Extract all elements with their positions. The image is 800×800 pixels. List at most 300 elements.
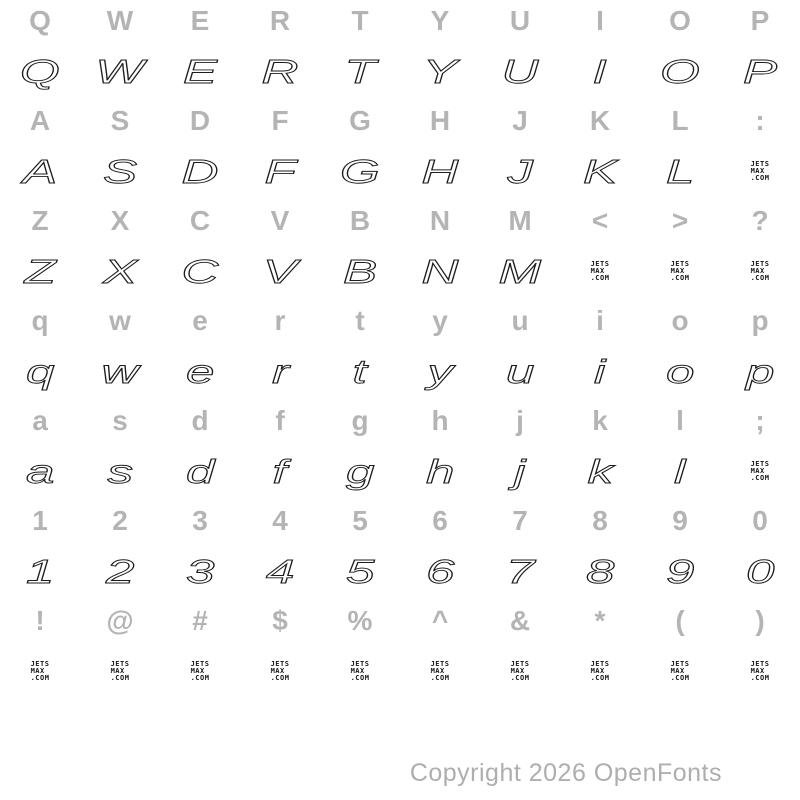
reference-glyph-cell xyxy=(671,307,688,335)
reference-glyph-cell xyxy=(190,207,210,235)
reference-glyph-cell xyxy=(107,7,133,35)
reference-glyph: h xyxy=(431,405,449,436)
specimen-glyph-cell xyxy=(425,552,455,590)
reference-glyph-cell xyxy=(275,307,286,335)
watermark-line: MAX xyxy=(670,266,685,275)
specimen-glyph-cell xyxy=(105,552,135,590)
specimen-glyph-cell xyxy=(352,352,368,390)
reference-glyph: ) xyxy=(755,605,765,636)
reference-glyph-cell xyxy=(351,407,368,435)
specimen-glyph: L xyxy=(665,152,695,190)
specimen-glyph: B xyxy=(342,252,378,290)
watermark-line: .COM xyxy=(750,173,770,182)
specimen-glyph-cell xyxy=(592,52,608,90)
watermark-line: .COM xyxy=(510,673,530,682)
reference-glyph-cell xyxy=(112,407,128,435)
reference-glyph: 1 xyxy=(32,505,48,536)
watermark-line: .COM xyxy=(30,673,50,682)
specimen-glyph-cell xyxy=(421,152,459,190)
reference-glyph-cell xyxy=(190,107,210,135)
reference-glyph-cell xyxy=(592,407,608,435)
reference-glyph-cell xyxy=(755,607,764,635)
jetsmax-watermark xyxy=(751,261,770,282)
specimen-glyph-cell xyxy=(505,552,535,590)
jetsmax-watermark-text xyxy=(591,661,610,682)
jetsmax-watermark xyxy=(271,661,290,682)
reference-glyph-cell xyxy=(669,7,691,35)
reference-glyph-cell xyxy=(270,7,290,35)
reference-glyph: T xyxy=(351,5,369,36)
specimen-glyph: E xyxy=(182,52,218,90)
reference-glyph: Z xyxy=(31,205,49,236)
reference-glyph-cell xyxy=(271,207,290,235)
specimen-glyph: P xyxy=(742,52,778,90)
specimen-glyph: Q xyxy=(20,52,60,90)
reference-row xyxy=(0,196,800,246)
reference-glyph: ; xyxy=(755,405,765,436)
specimen-glyph: 0 xyxy=(745,552,775,590)
specimen-glyph-cell xyxy=(102,252,138,290)
specimen-row xyxy=(0,246,800,296)
reference-glyph: 9 xyxy=(672,505,688,536)
specimen-glyph: 8 xyxy=(585,552,615,590)
specimen-glyph-cell xyxy=(665,352,695,390)
reference-glyph-cell xyxy=(432,307,448,335)
reference-row xyxy=(0,296,800,346)
specimen-glyph: 4 xyxy=(265,552,295,590)
watermark-line: MAX xyxy=(670,666,685,675)
reference-glyph: ( xyxy=(675,605,685,636)
specimen-glyph-cell xyxy=(421,252,459,290)
reference-glyph: 0 xyxy=(752,505,768,536)
jetsmax-watermark xyxy=(751,661,770,682)
specimen-glyph-cell xyxy=(181,152,219,190)
specimen-glyph-cell xyxy=(425,452,455,490)
reference-glyph-cell xyxy=(355,307,364,335)
reference-glyph-cell xyxy=(271,107,288,135)
reference-glyph: F xyxy=(271,105,289,136)
reference-glyph: H xyxy=(429,105,451,136)
specimen-glyph-cell xyxy=(745,352,775,390)
reference-glyph-cell xyxy=(755,107,764,135)
reference-glyph-cell xyxy=(109,307,131,335)
reference-glyph: ^ xyxy=(431,605,449,636)
watermark-line: MAX xyxy=(590,666,605,675)
specimen-glyph: i xyxy=(594,352,606,390)
reference-glyph-cell xyxy=(351,7,368,35)
reference-glyph-cell xyxy=(676,407,684,435)
specimen-glyph: t xyxy=(352,352,368,390)
jetsmax-watermark xyxy=(191,661,210,682)
reference-glyph: Y xyxy=(430,5,450,36)
reference-glyph-cell xyxy=(516,407,524,435)
reference-glyph-cell xyxy=(31,307,48,335)
watermark-line: .COM xyxy=(430,673,450,682)
reference-glyph-cell xyxy=(596,7,604,35)
reference-glyph: U xyxy=(509,5,531,36)
reference-glyph: p xyxy=(751,305,769,336)
reference-glyph: 2 xyxy=(112,505,128,536)
specimen-glyph-cell xyxy=(594,352,606,390)
specimen-glyph: 3 xyxy=(185,552,215,590)
watermark-line: JETS xyxy=(750,459,770,468)
reference-glyph: 3 xyxy=(192,505,208,536)
specimen-glyph-cell xyxy=(427,352,453,390)
reference-glyph: w xyxy=(109,305,131,336)
reference-glyph: r xyxy=(274,305,286,336)
reference-glyph: > xyxy=(671,205,689,236)
reference-glyph: V xyxy=(270,205,290,236)
watermark-line: .COM xyxy=(590,273,610,282)
reference-glyph-cell xyxy=(350,207,370,235)
specimen-glyph-cell xyxy=(345,452,375,490)
reference-glyph: s xyxy=(112,405,128,436)
jetsmax-watermark-text xyxy=(591,261,610,282)
jetsmax-watermark-text xyxy=(351,661,370,682)
specimen-glyph-cell xyxy=(745,552,775,590)
reference-glyph: y xyxy=(432,305,448,336)
specimen-glyph: I xyxy=(592,52,608,90)
reference-glyph-cell xyxy=(672,507,688,535)
specimen-glyph: X xyxy=(102,252,138,290)
watermark-line: JETS xyxy=(590,659,610,668)
specimen-glyph-cell xyxy=(25,352,55,390)
reference-glyph: D xyxy=(189,105,211,136)
specimen-row xyxy=(0,546,800,596)
specimen-glyph-cell xyxy=(25,552,55,590)
reference-glyph-cell xyxy=(431,407,448,435)
reference-glyph: # xyxy=(192,605,208,636)
specimen-row xyxy=(0,46,800,96)
watermark-line: JETS xyxy=(590,259,610,268)
reference-glyph: I xyxy=(596,5,604,36)
specimen-glyph: k xyxy=(587,452,613,490)
specimen-glyph: W xyxy=(95,52,145,90)
reference-glyph: 6 xyxy=(432,505,448,536)
specimen-glyph: V xyxy=(262,252,298,290)
reference-glyph: f xyxy=(275,405,285,436)
reference-glyph-cell xyxy=(352,507,368,535)
specimen-glyph-cell xyxy=(342,252,378,290)
reference-glyph-cell xyxy=(755,407,764,435)
specimen-glyph-cell xyxy=(22,152,58,190)
watermark-line: .COM xyxy=(750,473,770,482)
specimen-glyph-cell xyxy=(665,152,695,190)
jetsmax-watermark-text xyxy=(671,261,690,282)
specimen-row xyxy=(0,646,800,696)
reference-glyph-cell xyxy=(751,307,768,335)
specimen-glyph: G xyxy=(340,152,380,190)
specimen-glyph: p xyxy=(745,352,775,390)
reference-glyph-cell xyxy=(192,307,208,335)
specimen-glyph: Y xyxy=(422,52,458,90)
reference-glyph-cell xyxy=(512,107,528,135)
reference-row xyxy=(0,596,800,646)
reference-row xyxy=(0,0,800,46)
reference-glyph: @ xyxy=(106,605,134,636)
jetsmax-watermark-text xyxy=(671,661,690,682)
watermark-line: JETS xyxy=(750,159,770,168)
reference-glyph: R xyxy=(269,5,291,36)
watermark-line: MAX xyxy=(270,666,285,675)
reference-glyph-cell xyxy=(431,7,450,35)
specimen-glyph-cell xyxy=(501,52,539,90)
watermark-line: .COM xyxy=(590,673,610,682)
specimen-glyph-cell xyxy=(107,452,133,490)
reference-glyph: ? xyxy=(751,205,769,236)
specimen-glyph-cell xyxy=(101,352,139,390)
specimen-glyph-cell xyxy=(20,52,60,90)
specimen-glyph: S xyxy=(102,152,138,190)
specimen-glyph: A xyxy=(22,152,58,190)
reference-glyph: i xyxy=(596,305,604,336)
reference-glyph-cell xyxy=(31,207,48,235)
specimen-glyph-cell xyxy=(185,552,215,590)
reference-glyph: g xyxy=(351,405,369,436)
specimen-glyph-cell xyxy=(95,52,145,90)
jetsmax-watermark-text xyxy=(751,261,770,282)
reference-glyph-cell xyxy=(511,307,528,335)
specimen-glyph-cell xyxy=(345,552,375,590)
specimen-glyph: K xyxy=(582,152,618,190)
watermark-line: .COM xyxy=(670,273,690,282)
jetsmax-watermark xyxy=(591,661,610,682)
reference-glyph-cell xyxy=(590,107,610,135)
reference-glyph-cell xyxy=(275,407,284,435)
watermark-line: .COM xyxy=(270,673,290,682)
reference-glyph: B xyxy=(349,205,371,236)
reference-glyph: 4 xyxy=(272,505,288,536)
jetsmax-watermark xyxy=(431,661,450,682)
reference-glyph-cell xyxy=(508,207,531,235)
reference-glyph: < xyxy=(591,205,609,236)
specimen-glyph-cell xyxy=(422,52,458,90)
reference-glyph: ! xyxy=(35,605,45,636)
specimen-glyph: T xyxy=(344,52,376,90)
watermark-line: MAX xyxy=(30,666,45,675)
watermark-line: JETS xyxy=(270,659,290,668)
jetsmax-watermark-text xyxy=(751,461,770,482)
specimen-glyph-cell xyxy=(24,252,56,290)
jetsmax-watermark xyxy=(31,661,50,682)
specimen-glyph: 6 xyxy=(425,552,455,590)
specimen-glyph-cell xyxy=(182,52,218,90)
reference-glyph-cell xyxy=(432,507,448,535)
reference-glyph: L xyxy=(671,105,689,136)
jetsmax-watermark-text xyxy=(191,661,210,682)
reference-glyph: 7 xyxy=(512,505,528,536)
jetsmax-watermark-text xyxy=(271,661,290,682)
specimen-glyph: e xyxy=(185,352,215,390)
specimen-glyph: 9 xyxy=(665,552,695,590)
reference-glyph-cell xyxy=(596,307,604,335)
specimen-glyph: Z xyxy=(24,252,56,290)
reference-glyph: o xyxy=(671,305,689,336)
reference-glyph: k xyxy=(592,405,608,436)
reference-row xyxy=(0,96,800,146)
jetsmax-watermark-text xyxy=(751,161,770,182)
reference-glyph-cell xyxy=(430,107,450,135)
reference-glyph: O xyxy=(669,5,691,36)
reference-glyph-cell xyxy=(29,7,51,35)
reference-glyph-cell xyxy=(512,507,528,535)
watermark-line: .COM xyxy=(670,673,690,682)
watermark-line: MAX xyxy=(750,666,765,675)
specimen-glyph: R xyxy=(261,52,299,90)
specimen-glyph-cell xyxy=(271,352,289,390)
reference-glyph: : xyxy=(755,105,765,136)
reference-glyph: % xyxy=(347,605,373,636)
reference-glyph: d xyxy=(191,405,209,436)
reference-glyph: e xyxy=(192,305,208,336)
specimen-glyph: H xyxy=(421,152,459,190)
specimen-glyph-cell xyxy=(665,552,695,590)
reference-glyph-cell xyxy=(510,607,530,635)
specimen-glyph: o xyxy=(665,352,695,390)
watermark-line: JETS xyxy=(30,659,50,668)
specimen-glyph-cell xyxy=(185,352,215,390)
reference-glyph: A xyxy=(29,105,51,136)
specimen-glyph: f xyxy=(272,452,288,490)
specimen-glyph-cell xyxy=(185,452,215,490)
reference-glyph: E xyxy=(190,5,210,36)
jetsmax-watermark xyxy=(751,461,770,482)
reference-glyph: S xyxy=(110,105,130,136)
reference-glyph: $ xyxy=(272,605,288,636)
watermark-line: MAX xyxy=(190,666,205,675)
reference-glyph: * xyxy=(594,605,606,636)
specimen-glyph: y xyxy=(427,352,453,390)
reference-glyph: & xyxy=(509,605,531,636)
watermark-line: MAX xyxy=(510,666,525,675)
specimen-glyph: F xyxy=(264,152,296,190)
reference-glyph-cell xyxy=(595,607,606,635)
watermark-line: JETS xyxy=(670,259,690,268)
watermark-line: .COM xyxy=(750,673,770,682)
specimen-glyph-cell xyxy=(514,452,526,490)
jetsmax-watermark xyxy=(511,661,530,682)
watermark-line: JETS xyxy=(350,659,370,668)
specimen-glyph: 1 xyxy=(25,552,55,590)
specimen-glyph-cell xyxy=(742,52,778,90)
specimen-glyph-cell xyxy=(344,52,376,90)
specimen-glyph-cell xyxy=(102,152,138,190)
reference-glyph-cell xyxy=(349,107,371,135)
reference-glyph: Q xyxy=(29,5,51,36)
watermark-line: JETS xyxy=(670,659,690,668)
specimen-row xyxy=(0,446,800,496)
reference-glyph-cell xyxy=(106,607,133,635)
watermark-line: MAX xyxy=(750,466,765,475)
specimen-glyph: 2 xyxy=(105,552,135,590)
reference-glyph-cell xyxy=(272,507,288,535)
watermark-line: JETS xyxy=(750,259,770,268)
reference-glyph-cell xyxy=(592,207,608,235)
watermark-line: MAX xyxy=(430,666,445,675)
specimen-glyph-cell xyxy=(507,152,533,190)
specimen-glyph: j xyxy=(514,452,526,490)
reference-glyph: t xyxy=(355,305,365,336)
reference-glyph-cell xyxy=(111,107,130,135)
reference-glyph: j xyxy=(516,405,524,436)
specimen-glyph-cell xyxy=(340,152,380,190)
watermark-line: .COM xyxy=(750,273,770,282)
reference-glyph: N xyxy=(429,205,451,236)
reference-glyph-cell xyxy=(432,607,448,635)
watermark-line: .COM xyxy=(350,673,370,682)
reference-glyph: P xyxy=(750,5,770,36)
specimen-glyph: q xyxy=(25,352,55,390)
specimen-glyph-cell xyxy=(262,252,298,290)
specimen-row xyxy=(0,346,800,396)
reference-glyph: 8 xyxy=(592,505,608,536)
reference-glyph-cell xyxy=(510,7,530,35)
reference-glyph-cell xyxy=(272,607,288,635)
reference-glyph-cell xyxy=(192,607,208,635)
specimen-glyph-cell xyxy=(505,352,535,390)
watermark-line: JETS xyxy=(190,659,210,668)
jetsmax-watermark xyxy=(591,261,610,282)
reference-glyph-cell xyxy=(348,607,373,635)
reference-glyph-cell xyxy=(671,107,688,135)
specimen-glyph: d xyxy=(185,452,215,490)
specimen-glyph: N xyxy=(421,252,459,290)
specimen-glyph-cell xyxy=(498,252,542,290)
reference-glyph-cell xyxy=(752,507,768,535)
reference-glyph: q xyxy=(31,305,49,336)
jetsmax-watermark xyxy=(751,161,770,182)
jetsmax-watermark xyxy=(671,261,690,282)
reference-glyph: l xyxy=(676,405,684,436)
reference-glyph: K xyxy=(589,105,611,136)
reference-glyph: G xyxy=(349,105,371,136)
reference-glyph-cell xyxy=(32,407,48,435)
specimen-glyph-cell xyxy=(265,552,295,590)
reference-glyph: W xyxy=(106,5,134,36)
specimen-glyph: s xyxy=(107,452,133,490)
reference-glyph-cell xyxy=(112,507,128,535)
watermark-line: MAX xyxy=(750,266,765,275)
reference-glyph-cell xyxy=(111,207,130,235)
reference-glyph: 5 xyxy=(352,505,368,536)
reference-glyph: X xyxy=(110,205,130,236)
specimen-glyph: w xyxy=(101,352,139,390)
reference-glyph-cell xyxy=(675,607,684,635)
specimen-glyph: l xyxy=(674,452,686,490)
reference-glyph-cell xyxy=(32,507,48,535)
specimen-glyph: r xyxy=(271,352,289,390)
specimen-glyph: a xyxy=(25,452,55,490)
jetsmax-watermark-text xyxy=(751,661,770,682)
specimen-glyph: 5 xyxy=(345,552,375,590)
jetsmax-watermark-text xyxy=(431,661,450,682)
specimen-glyph: M xyxy=(498,252,542,290)
specimen-glyph: g xyxy=(345,452,375,490)
reference-glyph-cell xyxy=(592,507,608,535)
specimen-glyph-cell xyxy=(660,52,700,90)
specimen-glyph-cell xyxy=(272,452,288,490)
jetsmax-watermark xyxy=(671,661,690,682)
watermark-line: MAX xyxy=(350,666,365,675)
reference-glyph-cell xyxy=(672,207,688,235)
reference-glyph: a xyxy=(32,405,48,436)
jetsmax-watermark-text xyxy=(511,661,530,682)
copyright-text: Copyright 2026 OpenFonts xyxy=(409,759,722,787)
reference-glyph-cell xyxy=(30,107,50,135)
watermark-line: MAX xyxy=(110,666,125,675)
specimen-glyph-cell xyxy=(264,152,296,190)
specimen-glyph: u xyxy=(505,352,535,390)
